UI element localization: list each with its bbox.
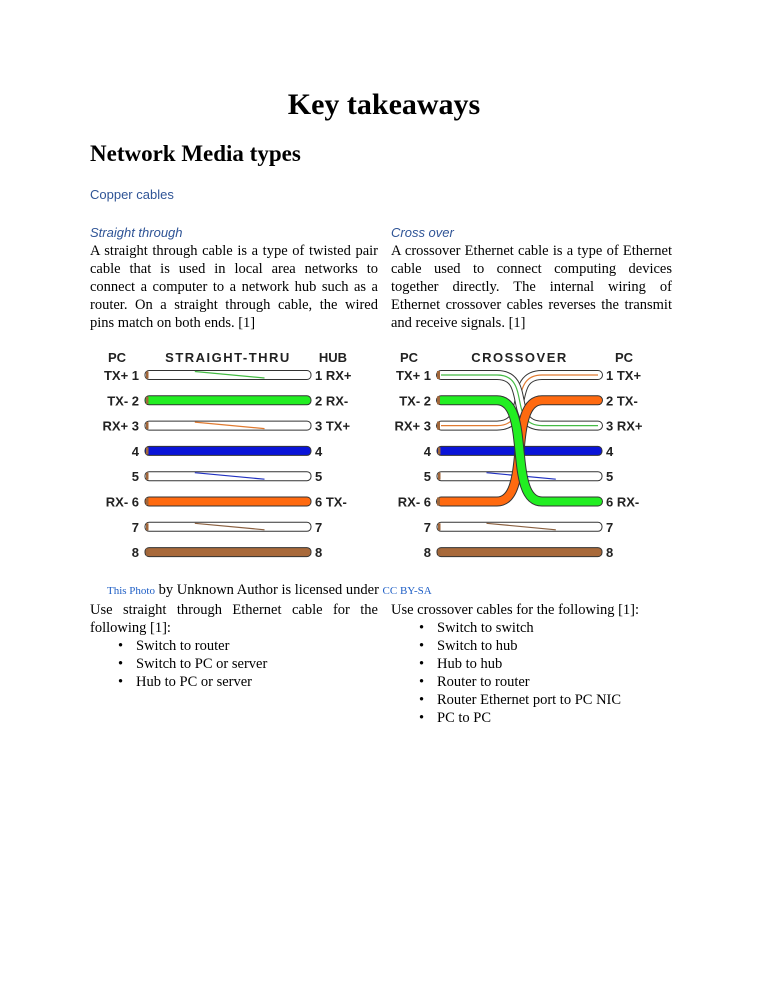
pin-right-label: 6 RX- xyxy=(606,494,640,510)
pin-left-label: TX+ 1 xyxy=(395,368,431,383)
pin-left-label: RX+ 3 xyxy=(394,418,431,434)
straight-thru-diagram xyxy=(95,345,385,565)
pin-right-label: 8 xyxy=(315,545,323,561)
photo-link[interactable]: This Photo xyxy=(107,585,155,597)
wire-end xyxy=(146,447,149,454)
straight-use-list xyxy=(90,601,378,691)
wire-end xyxy=(438,473,441,480)
diagram-title: STRAIGHT-THRU xyxy=(165,350,291,365)
pin-left-label: 8 xyxy=(131,545,139,561)
pin-right-label: 1 TX+ xyxy=(606,368,642,383)
wire-end xyxy=(437,498,440,506)
crossover-use-list xyxy=(391,601,691,727)
right-header: PC xyxy=(614,350,634,365)
pin-left-label: 5 xyxy=(131,469,139,485)
list-item: • PC to PC xyxy=(391,709,691,727)
license-link[interactable]: CC BY-SA xyxy=(382,585,432,597)
pin-left-label: 4 xyxy=(423,443,431,459)
pin-left-label: TX+ 1 xyxy=(103,368,139,383)
list-item: • Router Ethernet port to PC NIC xyxy=(391,691,691,709)
wire xyxy=(145,396,311,405)
image-caption xyxy=(107,582,432,599)
pin-left-label: TX- 2 xyxy=(399,393,431,409)
pin-right-label: 7 xyxy=(315,519,323,535)
straight-through-text: A straight through cable is a type of twisted pair cable that is used in local area networks to connect a computer to a network hub such as a router. On a straight through cable, the wired pins match on both ends. [1] xyxy=(90,243,378,331)
list-item: • Switch to PC or server xyxy=(90,655,378,673)
pin-right-label: 5 xyxy=(606,469,614,485)
pin-left-label: RX- 6 xyxy=(397,494,431,510)
wire-end xyxy=(437,422,440,430)
diagram-title: CROSSOVER xyxy=(471,350,568,365)
wire-end xyxy=(146,397,149,404)
list-item: • Router to router xyxy=(391,673,691,691)
wire-end xyxy=(437,396,440,404)
wire xyxy=(145,446,311,455)
pin-right-label: 2 RX- xyxy=(315,393,349,409)
wire xyxy=(437,548,602,557)
crossover-column xyxy=(391,225,672,332)
pin-right-label: 7 xyxy=(606,519,614,535)
list-item: • Hub to PC or server xyxy=(90,673,378,691)
crossover-list-intro: Use crossover cables for the following [1]: xyxy=(391,602,640,618)
list-item: • Switch to switch xyxy=(391,619,691,637)
wire-end xyxy=(146,498,149,505)
pin-left-label: 8 xyxy=(423,545,431,561)
pin-left-label: 7 xyxy=(423,519,431,535)
pin-left-label: 5 xyxy=(423,469,431,485)
pin-right-label: 4 xyxy=(315,443,323,459)
straight-list-intro: Use straight through Ethernet cable for the following [1]: xyxy=(90,602,378,636)
pin-left-label: RX- 6 xyxy=(105,494,139,510)
pin-right-label: 8 xyxy=(606,545,614,561)
wire-end xyxy=(438,549,441,556)
pin-right-label: 1 RX+ xyxy=(315,368,352,383)
right-header: HUB xyxy=(318,350,348,365)
left-header: PC xyxy=(399,350,419,365)
pin-left-label: 4 xyxy=(131,443,139,459)
pin-right-label: 5 xyxy=(315,469,323,485)
pin-left-label: RX+ 3 xyxy=(102,418,139,434)
pin-right-label: 4 xyxy=(606,443,614,459)
section-heading: Network Media types xyxy=(90,141,301,166)
wire xyxy=(145,548,311,557)
list-item: • Hub to hub xyxy=(391,655,691,673)
wire-end xyxy=(438,523,441,530)
list-item: • Switch to hub xyxy=(391,637,691,655)
wire-end xyxy=(146,549,149,556)
crossover-text: A crossover Ethernet cable is a type of Ethernet cable used to connect computing devices together directly. The internal wiring of Ethernet crossover cables reverses the transmit and receive signals. [1] xyxy=(391,243,672,331)
wire xyxy=(145,497,311,506)
wire-end xyxy=(438,447,441,454)
wire-end xyxy=(146,372,149,379)
wire-end xyxy=(146,523,149,530)
page-title: Key takeaways xyxy=(287,88,481,121)
straight-through-heading: Straight through xyxy=(90,225,183,240)
left-header: PC xyxy=(107,350,127,365)
pin-right-label: 3 RX+ xyxy=(606,418,643,434)
pin-left-label: TX- 2 xyxy=(107,393,139,409)
pin-right-label: 6 TX- xyxy=(315,494,347,510)
caption-text: by Unknown Author is licensed under xyxy=(154,582,383,598)
wire-end xyxy=(146,473,149,480)
pin-right-label: 3 TX+ xyxy=(315,418,351,434)
pin-right-label: 2 TX- xyxy=(606,393,638,409)
list-item: • Switch to router xyxy=(90,637,378,655)
wire-end xyxy=(146,422,149,429)
straight-through-column xyxy=(90,225,378,332)
subsection-heading: Copper cables xyxy=(90,187,174,202)
crossover-heading: Cross over xyxy=(391,225,454,240)
pin-left-label: 7 xyxy=(131,519,139,535)
wire-end xyxy=(437,371,440,379)
crossover-diagram xyxy=(380,345,670,565)
